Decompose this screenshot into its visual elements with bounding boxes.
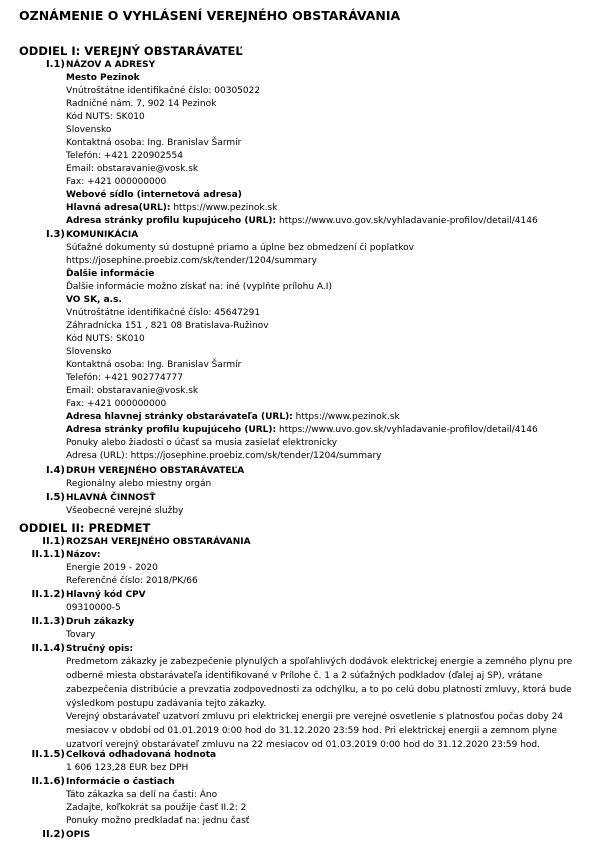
section-number: I.4) [45,465,65,476]
contact-person: Kontaktná osoba: Ing. Branislav Šarmír [66,138,242,148]
postal-address: Radničné nám. 7, 902 14 Pezinok [66,99,217,109]
section-heading: Názov: [66,550,101,560]
section-number: I.5) [45,492,65,503]
cpv-code: 09310000-5 [66,603,121,613]
country: Slovensko [66,125,112,135]
section-number: II.1.1) [31,549,65,560]
more-info-text: Ďalšie informácie možno získať na: iné (vyplňte prílohu A.I) [66,282,332,292]
lots-offers: Ponuky možno predkladať na: jednu časť [66,816,250,826]
main-page-row [66,411,400,424]
section-number: I.1) [45,59,65,70]
section-number: II.1.4) [31,643,65,654]
buyer-profile-label: Adresa stránky profilu kupujúceho (URL): [66,425,277,435]
contracting-authority-name: Mesto Pezinok [66,73,140,83]
section-heading: Informácie o častiach [66,777,175,787]
more-info-heading: Ďalšie informácie [66,269,155,279]
fax: Fax: +421 000000000 [66,177,167,187]
main-page-label: Adresa hlavnej stránky obstarávateľa (URL): [66,412,293,422]
national-id: Vnútroštátne identifikačné číslo: 00305022 [66,86,261,96]
section-number: II.1.5) [31,749,65,760]
documents-link[interactable]: https://josephine.proebiz.com/sk/tender/1204/summary [66,256,317,266]
section-heading: DRUH VEREJNÉHO OBSTARÁVATEĽA [66,466,245,476]
section-number: II.1) [42,536,65,547]
section-heading: Hlavný kód CPV [66,590,146,600]
lots-divided: Táto zákazka sa delí na časti: Áno [66,790,218,800]
description-paragraph: Verejný obstarávateľ uzatvorí zmluvu pri elektrickej energii pre verejné osvetlenie s platnosťou počas doby 24 mesiacov v období od 01.01.2019 0:00 hod do 31.12.2020 23:59 hod. Pri elektrickej energii a zemnom plyne uzatvorí verejný obstarávateľ zmluvu na 22 mesiacov od 01.03.2019 0:00 hod do 31.12.2020 23:59 hod. [66,712,564,750]
main-address-row [66,202,277,215]
estimated-value: 1 606 123,28 EUR bez DPH [66,763,189,773]
email: Email: obstaravanie@vosk.sk [66,386,199,396]
section-heading: OPIS [66,830,91,840]
section-number: I.3) [45,229,65,240]
national-id: Vnútroštátne identifikačné číslo: 45647291 [66,308,261,318]
section-number: II.1.2) [31,589,65,600]
contact-person: Kontaktná osoba: Ing. Branislav Šarmír [66,360,242,370]
authority-type: Regionálny alebo miestny orgán [66,479,212,489]
buyer-profile-label: Adresa stránky profilu kupujúceho (URL): [66,216,277,226]
section-heading: Stručný opis: [66,644,134,654]
description-paragraph: Predmetom zákazky je zabezpečenie plynulých a spoľahlivých dodávok elektrickej energie a zemného plynu pre odberné miesta obstarávateľa identifikované v Prílohe č. 1 a 2 súťažných podkladov (ďalej aj SP), vrátane zabezpečenia distribúcie a prevzatia zodpovednosti za odchýlku, a to po celú dobu platnosti zmluvy, ktorá bude výsledkom postupu zadávania tejto zákazky. [66,657,573,709]
phone: Telefón: +421 220902554 [66,151,183,161]
section-number: II.2) [42,829,65,840]
section-1-heading: ODDIEL I: VEREJNÝ OBSTARÁVATEĽ [19,44,243,58]
agent-name: VO SK, a.s. [66,295,122,305]
section-heading: Druh zákazky [66,617,135,627]
document-title: OZNÁMENIE O VYHLÁSENÍ VEREJNÉHO OBSTARÁVANIA [19,8,401,23]
email: Email: obstaravanie@vosk.sk [66,164,199,174]
lots-count: Zadajte, koľkokrát sa použije časť II.2: 2 [66,803,247,813]
documents-availability: Súťažné dokumenty sú dostupné priamo a úplne bez obmedzení či poplatkov [66,243,414,253]
section-number: II.1.6) [31,776,65,787]
reference-number: Referenčné číslo: 2018/PK/66 [66,576,198,586]
section-heading: KOMUNIKÁCIA [66,230,139,240]
submission-link[interactable]: Adresa (URL): https://josephine.proebiz.com/sk/tender/1204/summary [66,451,382,461]
section-heading: HLAVNÁ ČINNOSŤ [66,493,156,503]
contract-type: Tovary [66,630,96,640]
buyer-profile-link[interactable]: https://www.uvo.gov.sk/vyhladavanie-profilov/detail/4146 [279,216,538,226]
section-heading: NÁZOV A ADRESY [66,60,156,70]
section-heading: Celková odhadovaná hodnota [66,750,217,760]
nuts-code: Kód NUTS: SK010 [66,112,145,122]
postal-address: Záhradnícka 151 , 821 08 Bratislava-Ružinov [66,321,269,331]
country: Slovensko [66,347,112,357]
main-activity: Všeobecné verejné služby [66,506,184,516]
main-address-link[interactable]: https://www.pezinok.sk [173,203,278,213]
main-address-label: Hlavná adresa(URL): [66,203,171,213]
web-heading: Webové sídlo (internetová adresa) [66,190,242,200]
phone: Telefón: +421 902774777 [66,373,183,383]
buyer-profile-link[interactable]: https://www.uvo.gov.sk/vyhladavanie-profilov/detail/4146 [279,425,538,435]
buyer-profile-row [66,424,538,437]
buyer-profile-row [66,215,538,228]
section-heading: ROZSAH VEREJNÉHO OBSTARÁVANIA [66,537,251,547]
section-number: II.1.3) [31,616,65,627]
submission-text: Ponuky alebo žiadosti o účasť sa musia zasielať elektronicky [66,438,338,448]
main-page-link[interactable]: https://www.pezinok.sk [295,412,400,422]
fax: Fax: +421 000000000 [66,399,167,409]
section-2-heading: ODDIEL II: PREDMET [19,521,151,535]
nuts-code: Kód NUTS: SK010 [66,334,145,344]
contract-title: Energie 2019 - 2020 [66,563,158,573]
